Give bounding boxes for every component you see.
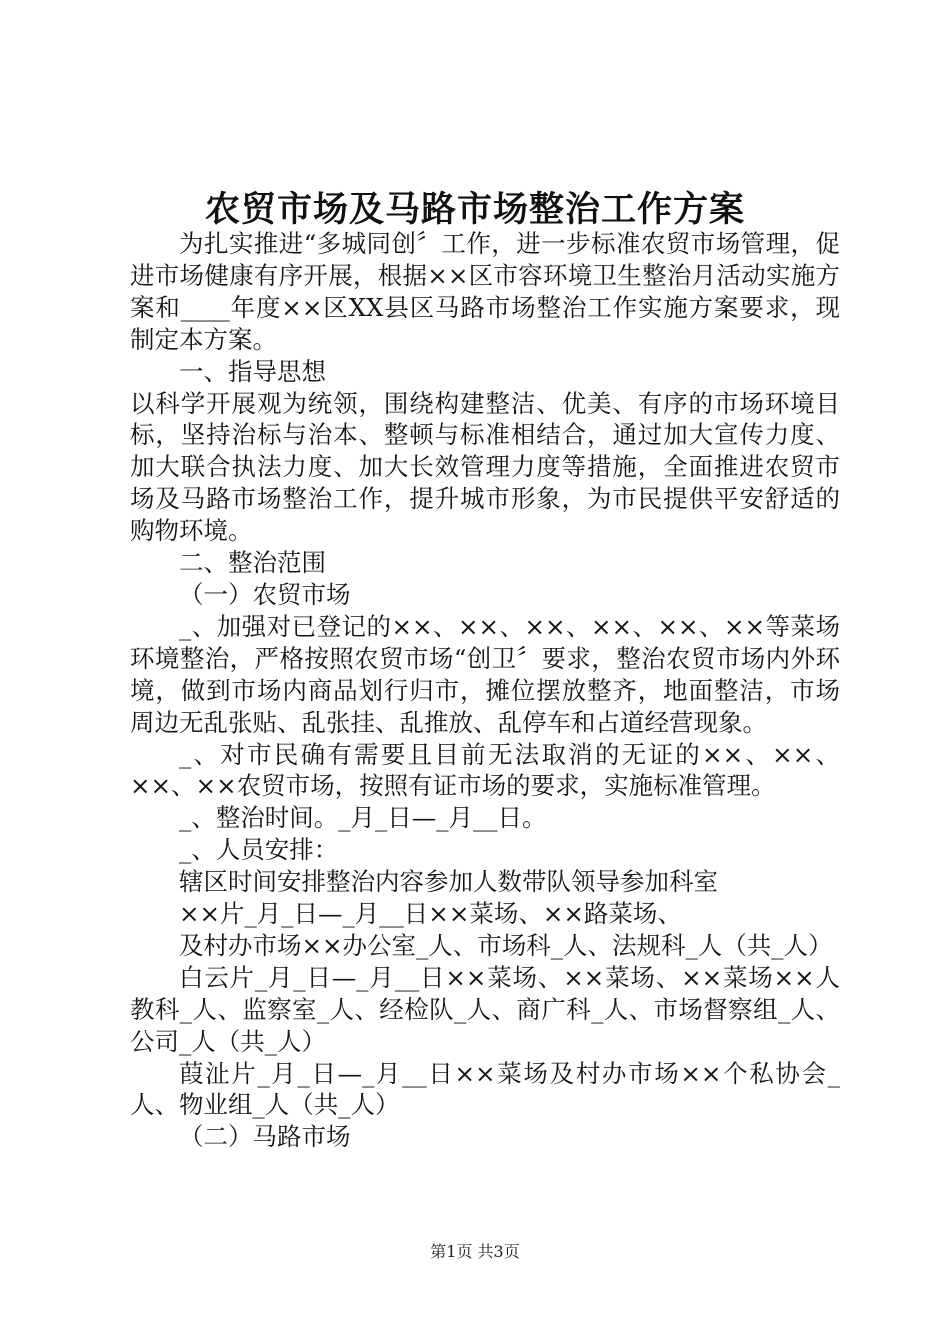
schedule-line: 及村办市场××办公室_人、市场科_人、法规科_人（共_人） bbox=[179, 930, 833, 960]
page-number: 第1页 共3页 bbox=[430, 1242, 520, 1261]
scope-item-paragraph: _、加强对已登记的××、××、××、××、××、××等菜场环境整治，严格按照农贸市场“创卫〞要求，整治农贸市场内外环境，做到市场内商品划行归市，摊位摆放整齐，地面整洁，市场周边无乱张贴、乱张挂、乱推放、乱停车和占道经营现象。 bbox=[130, 611, 840, 737]
schedule-line: 白云片_月_日—_月__日××菜场、××菜场、××菜场××人教科_人、监察室_人、经检队_人、商广科_人、市场督察组_人、公司_人（共_人） bbox=[130, 962, 840, 1056]
scope-item-paragraph: _、整治时间。_月_日—_月__日。 bbox=[179, 803, 547, 833]
document-title: 农贸市场及马路市场整治工作方案 bbox=[204, 190, 745, 230]
schedule-line: 葭沚片_月_日—_月__日××菜场及村办市场××个私协会_人、物业组_人（共_人） bbox=[130, 1058, 840, 1120]
subsection-heading-farmers-market: （一）农贸市场 bbox=[179, 579, 351, 609]
section-heading-guiding-thought: 一、指导思想 bbox=[179, 356, 326, 386]
section-heading-scope: 二、整治范围 bbox=[179, 548, 326, 578]
scope-item-paragraph: _、对市民确有需要且目前无法取消的无证的××、××、××、××农贸市场，按照有证市场的要求，实施标准管理。 bbox=[130, 739, 840, 801]
subsection-heading-road-market: （二）马路市场 bbox=[179, 1122, 351, 1152]
guiding-thought-paragraph: 以科学开展观为统领，围绕构建整洁、优美、有序的市场环境目标，坚持治标与治本、整顿与标准相结合，通过加大宣传力度、加大联合执法力度、加大长效管理力度等措施，全面推进农贸市场及马路市场整治工作，提升城市形象，为市民提供平安舒适的购物环境。 bbox=[130, 388, 840, 546]
schedule-header-line: 辖区时间安排整治内容参加人数带队领导参加科室 bbox=[179, 867, 718, 897]
scope-item-paragraph: _、人员安排： bbox=[179, 835, 339, 865]
schedule-line: ××片_月_日—_月__日××菜场、××路菜场、 bbox=[179, 899, 682, 929]
document-body bbox=[130, 228, 840, 1153]
intro-paragraph: 为扎实推进“多城同创〞工作，进一步标准农贸市场管理，促进市场健康有序开展，根据××区市容环境卫生整治月活动实施方案和____年度××区XX县区马路市场整治工作实施方案要求，现制定本方案。 bbox=[130, 229, 840, 354]
